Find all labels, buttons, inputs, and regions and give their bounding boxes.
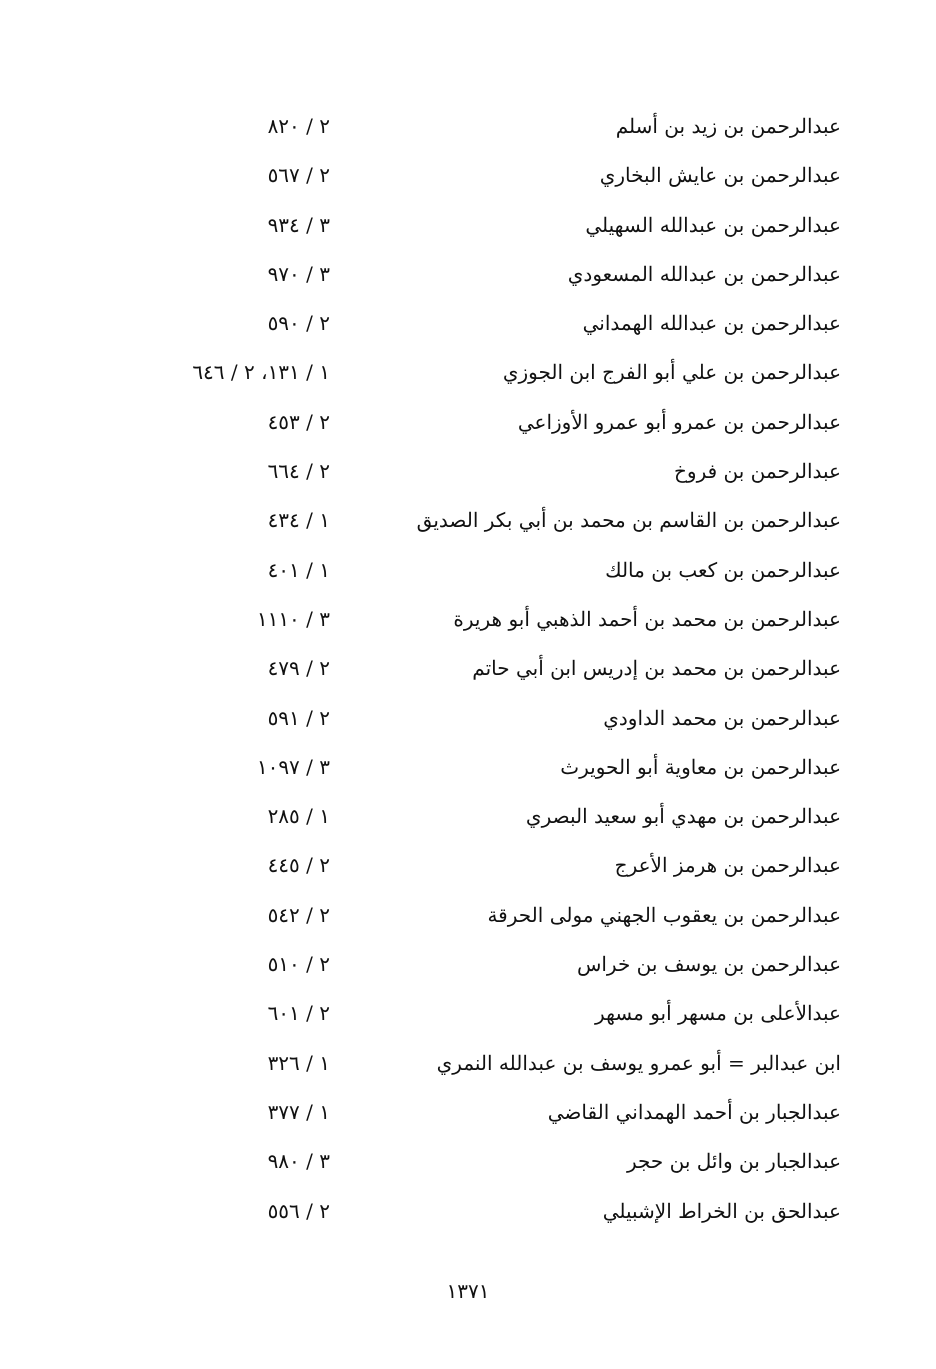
entry-reference: ٢ / ٤٧٩ bbox=[267, 656, 330, 681]
entry-reference: ١ / ١٣١، ٢ / ٦٤٦ bbox=[192, 360, 330, 385]
entry-reference: ١ / ٣٢٦ bbox=[267, 1050, 330, 1075]
entry-reference: ٢ / ٥٦٧ bbox=[267, 163, 330, 188]
page-number: ١٣٧١ bbox=[446, 1279, 490, 1303]
entry-name: عبدالرحمن بن مهدي أبو سعيد البصري bbox=[525, 804, 841, 829]
entry-reference: ٢ / ٤٤٥ bbox=[267, 853, 330, 878]
index-entry bbox=[0, 1189, 936, 1238]
entry-name: عبدالرحمن بن محمد الداودي bbox=[603, 705, 841, 730]
entry-name: عبدالرحمن بن كعب بن مالك bbox=[605, 557, 841, 582]
index-entry bbox=[0, 203, 936, 252]
index-entry bbox=[0, 893, 936, 942]
entry-name: عبدالرحمن بن فروخ bbox=[674, 459, 841, 484]
index-entry bbox=[0, 942, 936, 991]
index-entry bbox=[0, 794, 936, 843]
index-entry bbox=[0, 991, 936, 1040]
entry-name: عبدالرحمن بن يوسف بن خراس bbox=[576, 952, 841, 977]
index-entry bbox=[0, 696, 936, 745]
index-entry bbox=[0, 1090, 936, 1139]
entry-reference: ٣ / ٩٧٠ bbox=[267, 261, 330, 286]
entry-name: عبدالرحمن بن علي أبو الفرج ابن الجوزي bbox=[502, 360, 841, 385]
index-entry bbox=[0, 449, 936, 498]
entry-reference: ٢ / ٥٩٠ bbox=[267, 311, 330, 336]
entry-name: عبدالرحمن بن عمرو أبو عمرو الأوزاعي bbox=[517, 409, 841, 434]
index-entry bbox=[0, 646, 936, 695]
entry-reference: ٣ / ٩٨٠ bbox=[267, 1149, 330, 1174]
index-entry bbox=[0, 301, 936, 350]
entry-reference: ٣ / ١٠٩٧ bbox=[256, 754, 330, 779]
entry-name: عبدالجبار بن أحمد الهمداني القاضي bbox=[547, 1099, 841, 1124]
index-entries bbox=[0, 104, 936, 1238]
entry-reference: ٢ / ٤٥٣ bbox=[267, 409, 330, 434]
index-entry bbox=[0, 498, 936, 547]
entry-reference: ٢ / ٥١٠ bbox=[267, 952, 330, 977]
entry-reference: ٢ / ٥٩١ bbox=[267, 705, 330, 730]
index-entry bbox=[0, 153, 936, 202]
index-entry bbox=[0, 400, 936, 449]
entry-name: عبدالأعلى بن مسهر أبو مسهر bbox=[595, 1001, 841, 1026]
entry-name: عبدالرحمن بن هرمز الأعرج bbox=[614, 853, 841, 878]
entry-name: عبدالرحمن بن عبدالله المسعودي bbox=[567, 261, 841, 286]
index-entry bbox=[0, 104, 936, 153]
entry-name: عبدالرحمن بن عايش البخاري bbox=[599, 163, 841, 188]
index-entry bbox=[0, 1139, 936, 1188]
entry-reference: ١ / ٤٣٤ bbox=[267, 508, 330, 533]
entry-reference: ١ / ٤٠١ bbox=[267, 557, 330, 582]
index-entry bbox=[0, 843, 936, 892]
entry-name: عبدالرحمن بن عبدالله الهمداني bbox=[582, 311, 841, 336]
entry-name: عبدالرحمن بن يعقوب الجهني مولى الحرقة bbox=[487, 902, 841, 927]
entry-reference: ٢ / ٦٦٤ bbox=[267, 459, 330, 484]
index-entry bbox=[0, 350, 936, 399]
entry-reference: ٢ / ٥٤٢ bbox=[267, 902, 330, 927]
index-entry bbox=[0, 597, 936, 646]
entry-name: ابن عبدالبر = أبو عمرو يوسف بن عبدالله النمري bbox=[436, 1050, 841, 1075]
index-entry bbox=[0, 745, 936, 794]
entry-reference: ١ / ٣٧٧ bbox=[267, 1099, 330, 1124]
entry-reference: ١ / ٢٨٥ bbox=[267, 804, 330, 829]
entry-name: عبدالحق بن الخراط الإشبيلي bbox=[602, 1198, 841, 1223]
entry-name: عبدالرحمن بن زيد بن أسلم bbox=[615, 114, 841, 138]
index-entry bbox=[0, 252, 936, 301]
entry-reference: ٢ / ٨٢٠ bbox=[267, 114, 330, 138]
entry-reference: ٢ / ٦٠١ bbox=[267, 1001, 330, 1026]
entry-name: عبدالرحمن بن القاسم بن محمد بن أبي بكر الصديق bbox=[416, 508, 841, 533]
entry-name: عبدالرحمن بن محمد بن أحمد الذهبي أبو هريرة bbox=[453, 606, 841, 631]
index-entry bbox=[0, 1041, 936, 1090]
index-entry bbox=[0, 548, 936, 597]
entry-reference: ٢ / ٥٥٦ bbox=[267, 1198, 330, 1223]
entry-name: عبدالرحمن بن معاوية أبو الحويرث bbox=[560, 754, 841, 779]
entry-name: عبدالجبار بن وائل بن حجر bbox=[626, 1149, 841, 1174]
entry-reference: ٣ / ٩٣٤ bbox=[267, 212, 330, 237]
entry-reference: ٣ / ١١١٠ bbox=[256, 606, 330, 631]
entry-name: عبدالرحمن بن عبدالله السهيلي bbox=[585, 212, 841, 237]
entry-name: عبدالرحمن بن محمد بن إدريس ابن أبي حاتم bbox=[472, 656, 841, 681]
